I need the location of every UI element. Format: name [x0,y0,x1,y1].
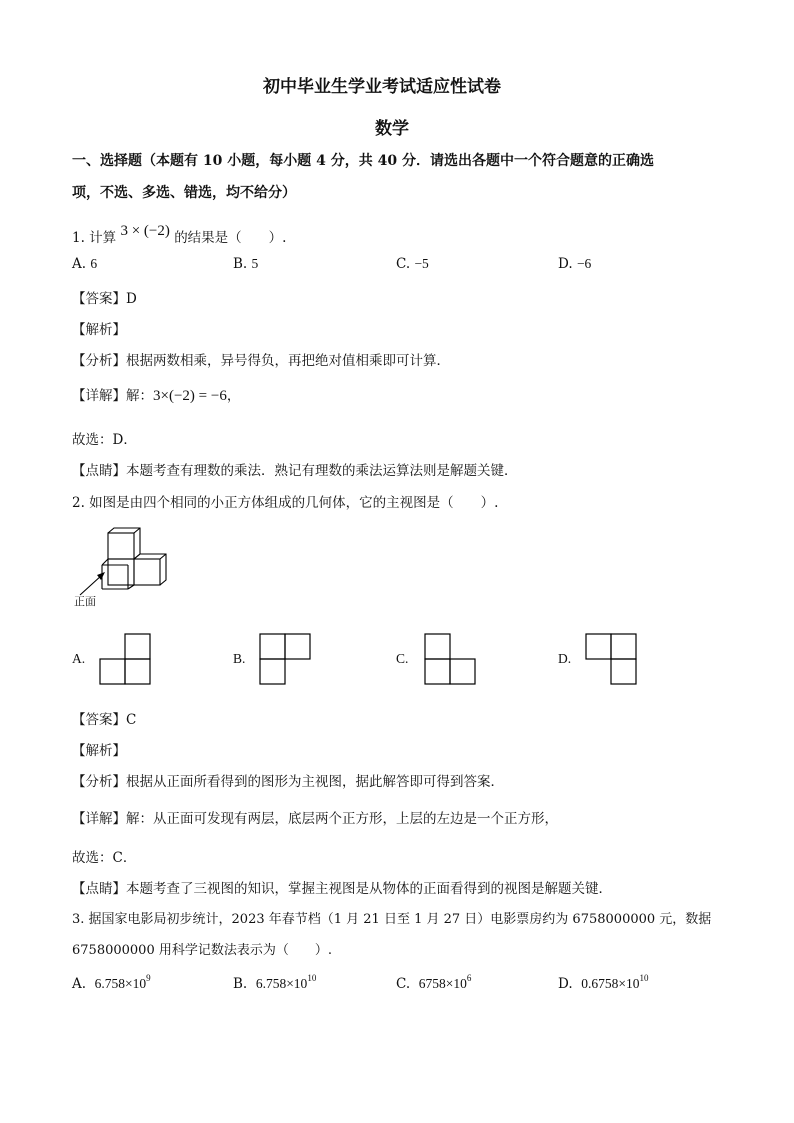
q2-option-c-figure [424,633,476,685]
q2-option-c-letter: C. [396,651,409,666]
option-exponent: 9 [146,973,151,983]
option-exponent: 6 [466,973,472,983]
q2-fenxi [72,770,504,790]
answer-tag: 【答案】 [72,712,126,728]
option-letter: D. [558,976,573,992]
xiangjie-suffix: ， [226,388,241,404]
xiangjie-tag: 【详解】 [72,811,126,827]
q1-option-a [72,256,97,272]
xiangjie-text: 解：从正面可发现有两层，底层两个正方形，上层的左边是一个正方形， [126,811,558,827]
dianjing-tag: 【点睛】 [72,463,126,479]
q2-option-b-figure [259,633,311,685]
q1-xiangjie [72,384,240,405]
q2-stem: 2. 如图是由四个相同的小正方体组成的几何体，它的主视图是（ ）. [72,495,499,511]
q1-answer [72,287,137,307]
q3-stem-line1: 3. 据国家电影局初步统计，2023 年春节档（1 月 21 日至 1 月 27 日）电影票房约为 6758000000 元，数据 [72,912,712,927]
option-letter: C. [396,256,411,272]
option-base: 0.6758×10 [581,976,640,991]
dianjing-text: 本题考查有理数的乘法．熟记有理数的乘法运算法则是解题关键． [126,463,518,479]
q2-dianjing [72,877,612,897]
q1-dianjing [72,459,518,479]
option-text: 6 [90,256,98,271]
option-text: 5 [251,256,259,271]
q2-option-d-figure [585,633,637,685]
q1-choose: 故选：D． [72,432,137,448]
q2-xiangjie [72,807,558,827]
xiangjie-tag: 【详解】 [72,388,126,404]
option-letter: A. [72,976,87,992]
option-text: −5 [414,256,429,271]
answer-value: C [126,712,137,728]
fenxi-tag: 【分析】 [72,353,126,369]
section-heading-line2: 项，不选、多选、错选，均不给分） [72,185,296,201]
option-exponent: 10 [307,973,317,983]
q3-option-d [558,973,649,992]
q1-option-b [233,256,258,272]
option-base: 6758×10 [418,976,467,991]
answer-value: D [126,291,137,307]
q2-option-a-figure [99,633,151,685]
option-letter: D. [558,256,573,272]
q3-option-a [72,973,151,992]
q3-stem-line2: 6758000000 用科学记数法表示为（ ）. [72,943,332,958]
answer-tag: 【答案】 [72,291,126,307]
dianjing-text: 本题考查了三视图的知识，掌握主视图是从物体的正面看得到的视图是解题关键． [126,881,612,897]
xiangjie-expression: 3×(−2) = −6 [153,388,227,404]
q3-option-b [233,973,317,992]
q2-option-a-letter: A. [72,651,86,666]
fenxi-text: 根据从正面所看得到的图形为主视图，据此解答即可得到答案． [126,774,504,790]
q2-option-d-letter: D. [558,651,572,666]
option-letter: C. [396,976,411,992]
subject-title: 数学 [375,119,409,139]
q2-choose: 故选：C． [72,850,137,866]
q1-expression: 3 × (−2) [120,223,170,239]
dianjing-tag: 【点睛】 [72,881,126,897]
q2-analysis-tag: 【解析】 [72,743,126,759]
option-base: 6.758×10 [94,976,147,991]
option-letter: B. [233,976,248,992]
fenxi-text: 根据两数相乘，异号得负，再把绝对值相乘即可计算． [126,353,450,369]
option-exponent: 10 [639,973,649,983]
q2-answer [72,708,136,728]
q2-option-b-letter: B. [233,651,246,666]
page-title: 初中毕业生学业考试适应性试卷 [263,77,501,97]
option-letter: B. [233,256,248,272]
q1-fenxi [72,349,450,369]
q1-stem [72,223,287,247]
q1-analysis-tag: 【解析】 [72,322,126,338]
front-label: 正面 [74,595,96,608]
xiangjie-prefix: 解： [126,388,153,404]
q3-option-c [396,973,472,992]
option-base: 6.758×10 [255,976,308,991]
option-text: −6 [576,256,592,271]
q1-suffix: 的结果是（ ）. [174,230,287,246]
option-letter: A. [72,256,87,272]
section-heading-line1: 一、选择题（本题有 10 小题，每小题 4 分，共 40 分．请选出各题中一个符合题意的正确选 [72,153,654,169]
fenxi-tag: 【分析】 [72,774,126,790]
q1-option-c [396,256,429,272]
q1-prefix: 1. 计算 [72,230,117,246]
q1-option-d [558,256,591,272]
